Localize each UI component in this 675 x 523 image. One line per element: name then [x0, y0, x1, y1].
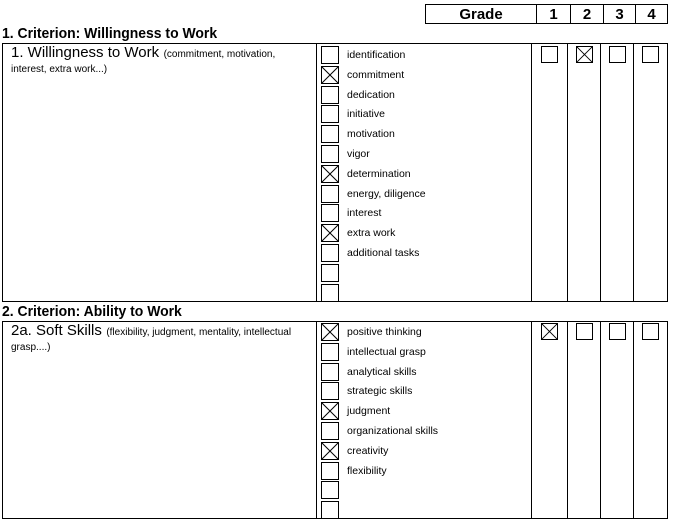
checkbox-label: dedication [347, 88, 395, 101]
checkbox[interactable] [321, 402, 339, 420]
checkbox[interactable] [321, 125, 339, 143]
grade-checkbox-3[interactable] [609, 323, 626, 340]
checkbox[interactable] [321, 264, 339, 282]
checkbox-label: intellectual grasp [347, 345, 426, 358]
grade-checkbox-3[interactable] [609, 46, 626, 63]
checkbox[interactable] [321, 105, 339, 123]
grade-checkbox-1[interactable] [541, 46, 558, 63]
checkbox[interactable] [321, 145, 339, 163]
grade-checkbox-4[interactable] [642, 46, 659, 63]
grade-header-label: Grade [459, 5, 503, 23]
checkbox-label: interest [347, 207, 382, 220]
criterion-1-heading-detail: (commitment, motivation, interest, extra work...) [11, 49, 276, 75]
checkbox-label: extra work [347, 227, 396, 240]
checkbox[interactable] [321, 284, 339, 302]
checkbox-label: identification [347, 49, 406, 61]
criterion-1-title: 1. Criterion: Willingness to Work [2, 25, 218, 42]
checkbox[interactable] [321, 46, 339, 64]
checkbox[interactable] [321, 382, 339, 400]
checkbox-label: determination [347, 167, 411, 180]
checkbox[interactable] [321, 422, 339, 440]
checkbox-label: organizational skills [347, 425, 439, 437]
checkbox-label: additional tasks [347, 247, 420, 259]
checkbox[interactable] [321, 323, 339, 341]
grade-column-3: 3 [603, 5, 635, 23]
checkbox-label: analytical skills [347, 365, 417, 378]
criterion-2-description [11, 324, 311, 354]
grade-checkbox-2[interactable] [576, 46, 593, 63]
criterion-1-section [2, 43, 668, 302]
checkbox[interactable] [321, 204, 339, 222]
checkbox-label: flexibility [347, 464, 387, 477]
grade-column-2: 2 [570, 5, 603, 23]
checkbox-label: judgment [347, 405, 391, 418]
checkbox-label: vigor [347, 148, 370, 160]
criterion-2-section [2, 321, 668, 519]
checkbox[interactable] [321, 244, 339, 262]
checkbox-label: creativity [347, 444, 389, 457]
checkbox-label: strategic skills [347, 385, 413, 398]
checkbox[interactable] [321, 165, 339, 183]
grade-column-4: 4 [635, 5, 667, 23]
checkbox[interactable] [321, 224, 339, 242]
criterion-2-heading-detail: (flexibility, judgment, mentality, intellectual grasp....) [11, 327, 292, 353]
criterion-1-description [11, 46, 311, 76]
grade-checkbox-4[interactable] [642, 323, 659, 340]
checkbox-label: initiative [347, 108, 385, 121]
grade-header [425, 4, 668, 24]
checkbox-label: commitment [347, 68, 405, 81]
checkbox[interactable] [321, 481, 339, 499]
checkbox-label: positive thinking [347, 326, 422, 338]
checkbox[interactable] [321, 86, 339, 104]
checkbox[interactable] [321, 462, 339, 480]
grade-checkbox-2[interactable] [576, 323, 593, 340]
checkbox-label: energy, diligence [347, 187, 426, 200]
checkbox[interactable] [321, 442, 339, 460]
grade-column-1: 1 [536, 5, 570, 23]
checkbox-label: motivation [347, 128, 395, 141]
checkbox[interactable] [321, 66, 339, 84]
grade-checkbox-1[interactable] [541, 323, 558, 340]
criterion-1-heading: 1. Willingness to Work [11, 44, 160, 61]
checkbox[interactable] [321, 501, 339, 519]
checkbox[interactable] [321, 185, 339, 203]
checkbox[interactable] [321, 343, 339, 361]
checkbox[interactable] [321, 363, 339, 381]
criterion-2-title: 2. Criterion: Ability to Work [2, 303, 182, 320]
criterion-2-heading: 2a. Soft Skills [11, 322, 102, 339]
